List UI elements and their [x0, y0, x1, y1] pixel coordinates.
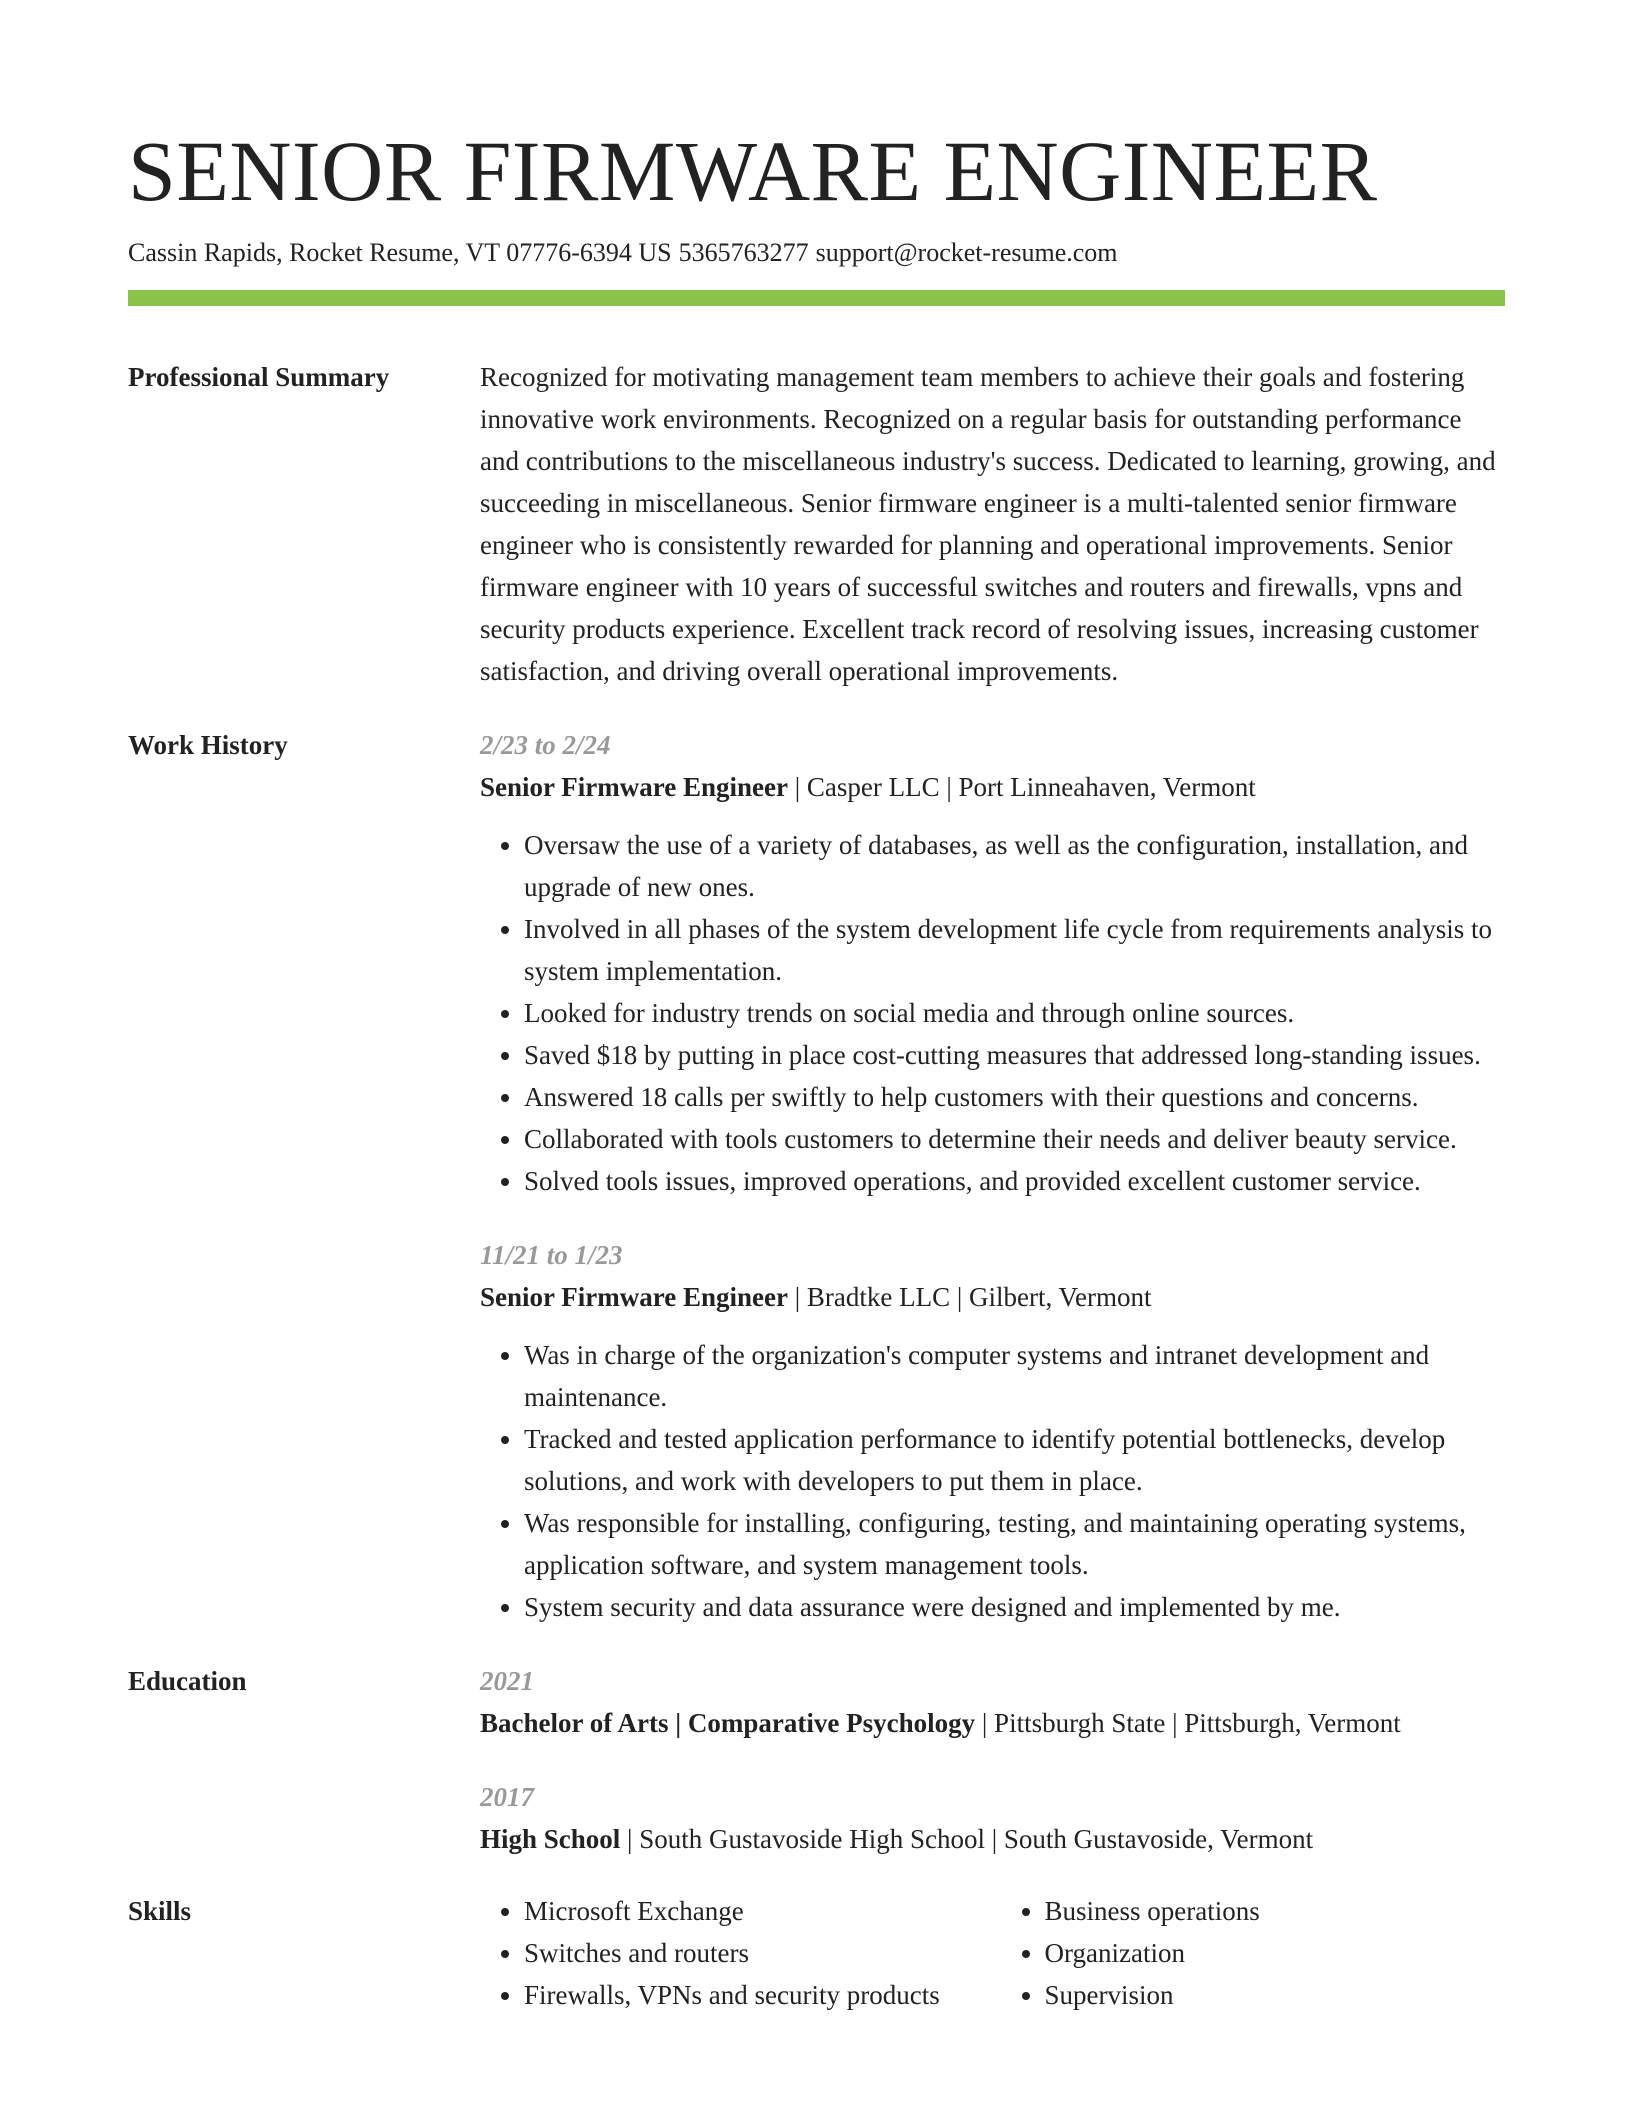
skill-item: • Microsoft Exchange — [524, 1890, 985, 1932]
education-line: Bachelor of Arts | Comparative Psychology | Pittsburgh State | Pittsburgh, Vermont — [480, 1708, 1401, 1738]
summary-heading: Professional Summary — [128, 362, 390, 392]
contact-line — [128, 236, 1505, 270]
job-bullets — [480, 824, 1505, 1202]
job-bullet: • Answered 18 calls per swiftly to help customers with their questions and concerns. — [524, 1076, 1505, 1118]
education-entry — [480, 1776, 1505, 1860]
education-line: High School | South Gustavoside High School | South Gustavoside, Vermont — [480, 1824, 1314, 1854]
skills-list — [480, 1890, 1505, 2016]
contact-email: support@rocket-resume.com — [815, 238, 1118, 267]
job-entry — [480, 1234, 1505, 1628]
job-role-line: Senior Firmware Engineer | Casper LLC | Port Linneahaven, Vermont — [480, 772, 1256, 802]
education-location: South Gustavoside, Vermont — [1003, 1824, 1314, 1854]
job-dates: 2/23 to 2/24 — [480, 730, 611, 760]
contact-phone: 5365763277 — [678, 238, 809, 267]
skill-item: • Business operations — [1045, 1890, 1506, 1932]
education-entry — [480, 1660, 1505, 1744]
education-school: South Gustavoside High School — [639, 1824, 985, 1854]
education-year: 2017 — [480, 1782, 534, 1812]
job-bullet: • Was in charge of the organization's computer systems and intranet development and maintenance. — [524, 1334, 1505, 1418]
skill-item: • Switches and routers — [524, 1932, 985, 1974]
education-heading: Education — [128, 1666, 247, 1696]
job-role-line: Senior Firmware Engineer | Bradtke LLC | Gilbert, Vermont — [480, 1282, 1152, 1312]
job-title: Senior Firmware Engineer — [480, 1282, 788, 1312]
job-bullet: • Oversaw the use of a variety of databases, as well as the configuration, installation, and upgrade of new ones. — [524, 824, 1505, 908]
education-degree: High School — [480, 1824, 621, 1854]
education-section — [128, 1628, 1505, 1860]
skill-item: • Organization — [1045, 1932, 1506, 1974]
summary-text: Recognized for motivating management team members to achieve their goals and fostering innovative work environments. Recognized on a regular basis for outstanding performance and contributions to the miscellaneous industry's success. Dedicated to learning, growing, and succeeding in miscellaneous. Senior firmware engineer is a multi-talented senior firmware engineer who is consistently rewarded for planning and operational improvements. Senior firmware engineer with 10 years of successful switches and routers and firewalls, vpns and security products experience. Excellent track record of resolving issues, increasing customer satisfaction, and driving overall operational improvements. — [480, 362, 1496, 686]
work-history-section — [128, 692, 1505, 1628]
job-company: Bradtke LLC — [806, 1282, 951, 1312]
education-school: Pittsburgh State — [994, 1708, 1166, 1738]
job-bullet: • Solved tools issues, improved operations, and provided excellent customer service. — [524, 1160, 1505, 1202]
job-bullet: • System security and data assurance were designed and implemented by me. — [524, 1586, 1505, 1628]
job-title: Senior Firmware Engineer — [480, 772, 788, 802]
job-bullet: • Was responsible for installing, configuring, testing, and maintaining operating systems, application software, and system management tools. — [524, 1502, 1505, 1586]
summary-section — [128, 306, 1505, 692]
education-year: 2021 — [480, 1666, 534, 1696]
job-location: Gilbert, Vermont — [969, 1282, 1152, 1312]
job-bullets — [480, 1334, 1505, 1628]
job-dates: 11/21 to 1/23 — [480, 1240, 623, 1270]
resume-name: SENIOR FIRMWARE ENGINEER — [128, 123, 1378, 219]
skills-section — [128, 1860, 1505, 2016]
education-degree: Bachelor of Arts | Comparative Psychology — [480, 1708, 976, 1738]
job-location: Port Linneahaven, Vermont — [958, 772, 1256, 802]
skill-item: • Firewalls, VPNs and security products — [524, 1974, 985, 2016]
job-bullet: • Tracked and tested application performance to identify potential bottlenecks, develop solutions, and work with developers to put them in place. — [524, 1418, 1505, 1502]
contact-address: Cassin Rapids, Rocket Resume, VT 07776-6394 US — [128, 238, 672, 267]
accent-divider — [128, 290, 1505, 306]
skill-item: • Supervision — [1045, 1974, 1506, 2016]
job-bullet: • Involved in all phases of the system development life cycle from requirements analysis to system implementation. — [524, 908, 1505, 992]
resume-page — [128, 0, 1505, 2016]
job-bullet: • Looked for industry trends on social media and through online sources. — [524, 992, 1505, 1034]
job-entry — [480, 724, 1505, 1202]
work-history-heading: Work History — [128, 730, 288, 760]
skills-heading: Skills — [128, 1896, 192, 1926]
job-bullet: • Saved $18 by putting in place cost-cutting measures that addressed long-standing issues. — [524, 1034, 1505, 1076]
job-bullet: • Collaborated with tools customers to determine their needs and deliver beauty service. — [524, 1118, 1505, 1160]
education-location: Pittsburgh, Vermont — [1184, 1708, 1401, 1738]
job-company: Casper LLC — [806, 772, 940, 802]
